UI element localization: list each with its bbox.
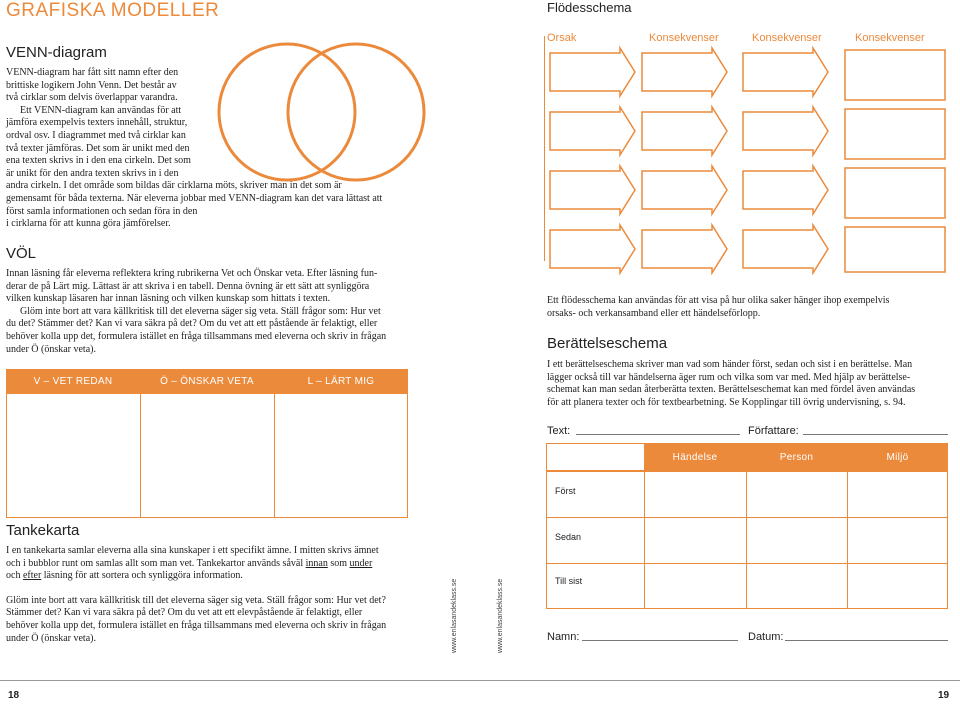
text-line: Ett VENN-diagram kan användas för att <box>20 104 182 116</box>
text-fragment: som <box>327 557 350 569</box>
berattelse-heading: Berättelseschema <box>547 335 668 352</box>
flow-arrow-box <box>743 166 828 214</box>
underlined-word: innan <box>305 557 328 569</box>
text-line: jämföra exempelvis texters innehåll, struktur, <box>6 117 188 129</box>
flow-row-2 <box>550 107 945 159</box>
page-divider <box>0 680 960 681</box>
text-line: I en tankekarta samlar eleverna alla sina kunskaper i ett specifikt ämne. I mitten skrivs ämnet <box>6 545 379 556</box>
vol-heading: VÖL <box>6 245 37 262</box>
underlined-word: under <box>349 557 373 569</box>
flow-arrow-box <box>743 225 828 273</box>
page-number-left: 18 <box>8 690 20 701</box>
text-fragment: läsning för att sortera och synliggöra information. <box>41 570 243 582</box>
vol-cell-l[interactable] <box>274 393 408 518</box>
text-line: behöver kolla upp det, formulera istället en fråga tillsammans med eleverna och skriv in frågan <box>6 619 387 631</box>
story-row-label: Sedan <box>555 532 582 542</box>
text-line: orsaks- och verkansamband eller ett händelseförlopp. <box>547 307 761 319</box>
text-line: schemat kan man sedan återberätta texten. Berättelseschemat kan med fördel även användas <box>547 384 916 396</box>
flow-arrow-box <box>642 225 727 273</box>
flow-arrow-box <box>642 48 727 96</box>
vol-header-o: Ö – ÖNSKAR VETA <box>140 369 274 393</box>
text-line: Glöm inte bort att vara källkritisk till det eleverna säger sig veta. Ställ frågor som: Hur vet det? <box>6 594 386 606</box>
flow-row-4 <box>550 225 945 273</box>
text-line: i cirklarna för att kunna göra jämförelser. <box>6 218 171 230</box>
text-line: VENN-diagram har fått sitt namn efter den <box>6 67 179 78</box>
text-line: gemensamt för båda texterna. När eleverna jobbar med VENN-diagram kan det vara lättast att <box>6 192 383 204</box>
venn-heading: VENN-diagram <box>6 44 107 61</box>
flow-col-header: Orsak <box>547 32 577 44</box>
text-line <box>6 558 426 571</box>
flow-col-header: Konsekvenser <box>649 32 719 44</box>
vol-cell-o[interactable] <box>140 393 275 518</box>
flow-arrow-box <box>550 48 635 96</box>
text-line: Glöm inte bort att vara källkritisk till det eleverna säger sig veta. Ställ frågor som: Hur vet <box>20 305 381 317</box>
tankekarta-paragraph <box>6 545 426 645</box>
story-table <box>546 443 948 609</box>
flow-end-box <box>845 168 945 218</box>
venn-diagram <box>210 40 440 190</box>
berattelse-paragraph <box>547 359 947 409</box>
text-line: först samla informationen och sedan föra in den <box>6 205 198 217</box>
story-cell[interactable] <box>644 471 747 518</box>
flow-arrow-box <box>642 107 727 155</box>
story-cell[interactable] <box>746 563 848 609</box>
text-line: Stämmer det? Kan vi vara säkra på det? Om du vet att ett elevpåstående är felaktigt, eller <box>6 607 363 619</box>
text-line: två texter jämföras. Det som är unikt med den <box>6 142 190 154</box>
page-number-right: 19 <box>938 690 950 701</box>
story-header-handelse: Händelse <box>644 443 746 471</box>
story-row-label-cell <box>546 517 645 564</box>
flow-col-header: Konsekvenser <box>752 32 822 44</box>
text-fragment: och <box>6 570 23 582</box>
author-field-label: Författare: <box>748 425 799 437</box>
text-line: behöver kolla upp det, formulera istället en fråga tillsammans med eleverna och skriv in frågan <box>6 330 387 342</box>
vol-header-v: V – VET REDAN <box>6 369 140 393</box>
flow-chart-grid <box>545 45 950 275</box>
text-line: ordval osv. I diagrammet med två cirklar kan <box>6 129 186 141</box>
story-cell[interactable] <box>847 471 948 518</box>
text-line: för att planera texter och för textbearbetning. Se Kopplingar till övrig undervisning, s. 94. <box>547 396 906 408</box>
story-cell[interactable] <box>847 563 948 609</box>
date-field-label: Datum: <box>748 631 784 643</box>
flow-end-box <box>845 50 945 100</box>
flode-heading: Flödesschema <box>547 0 632 15</box>
text-field-label: Text: <box>547 425 571 437</box>
text-line: andra cirkeln. I det område som bildas där cirklarna möts, skriver man in det som är <box>6 180 342 192</box>
name-field-label: Namn: <box>547 631 580 643</box>
flow-arrow-box <box>743 48 828 96</box>
text-line: brittiske logikern John Venn. Det består av <box>6 79 177 91</box>
story-row-label: Först <box>555 486 576 496</box>
flow-end-box <box>845 227 945 272</box>
text-line: lägger också till var händelserna äger rum och vilka som var med. Med hjälp av berättelse- <box>547 371 911 383</box>
date-field[interactable] <box>785 640 948 641</box>
story-header-person: Person <box>746 443 847 471</box>
vol-paragraph <box>6 268 426 356</box>
text-line: Ett flödesschema kan användas för att visa på hur olika saker hänger ihop exempelvis <box>547 295 890 306</box>
story-cell[interactable] <box>746 517 848 564</box>
flow-col-header: Konsekvenser <box>855 32 925 44</box>
text-line: är unikt för den andra texten skrivs in i den <box>6 167 179 179</box>
text-line: Innan läsning får eleverna reflektera kring rubrikerna Vet och Önskar veta. Efter läsning fun- <box>6 268 378 279</box>
vol-table <box>6 369 408 518</box>
website-url: www.enlasandeklass.se <box>497 578 504 653</box>
vol-cell-v[interactable] <box>6 393 141 518</box>
flow-arrow-box <box>743 107 828 155</box>
flow-row-1 <box>550 48 945 100</box>
story-corner-cell <box>546 443 645 471</box>
story-row-label: Till sist <box>555 576 583 586</box>
flow-arrow-box <box>550 225 635 273</box>
name-field[interactable] <box>582 640 738 641</box>
flow-arrow-box <box>642 166 727 214</box>
story-row-label-cell <box>546 563 645 609</box>
flow-arrow-box <box>550 166 635 214</box>
story-row-label-cell <box>546 471 645 518</box>
underlined-word: efter <box>22 570 42 582</box>
story-cell[interactable] <box>847 517 948 564</box>
flow-row-3 <box>550 166 945 218</box>
text-line <box>6 570 426 583</box>
text-line: ena texten skrivs in i den ena cirkeln. Det som <box>6 155 191 167</box>
text-fragment: och i bubblor runt om samlas allt som man vet. Tankekartor används såväl <box>6 557 306 569</box>
page-title: GRAFISKA MODELLER <box>6 0 220 21</box>
vol-header-l: L – LÄRT MIG <box>274 369 408 393</box>
story-cell[interactable] <box>746 471 848 518</box>
story-cell[interactable] <box>644 563 747 609</box>
flow-end-box <box>845 109 945 159</box>
story-cell[interactable] <box>644 517 747 564</box>
text-line: under Ö (önskar veta). <box>6 632 96 644</box>
text-line: I ett berättelseschema skriver man vad som händer först, sedan och sist i en berättelse. Man <box>547 359 913 370</box>
text-line: vilken kunskap läsaren har innan läsning och vilken kunskap som hittats i texten. <box>6 293 331 305</box>
flode-paragraph <box>547 295 947 320</box>
text-line: under Ö (önskar veta). <box>6 343 96 355</box>
text-field[interactable] <box>576 434 740 435</box>
website-url: www.enlasandeklass.se <box>451 578 458 653</box>
story-header-miljo: Miljö <box>847 443 948 471</box>
text-line: två cirklar som delvis överlappar varandra. <box>6 92 178 104</box>
flow-arrow-box <box>550 107 635 155</box>
text-line: du det? Stämmer det? Kan vi vara säkra på det? Om du vet att ett påstående är felaktigt, eller <box>6 318 378 330</box>
author-field[interactable] <box>803 434 948 435</box>
tankekarta-heading: Tankekarta <box>6 522 80 539</box>
text-line: derar de på Lärt mig. Lättast är att skriva i en tabell. Denna övning är ett sätt att synliggöra <box>6 280 370 292</box>
